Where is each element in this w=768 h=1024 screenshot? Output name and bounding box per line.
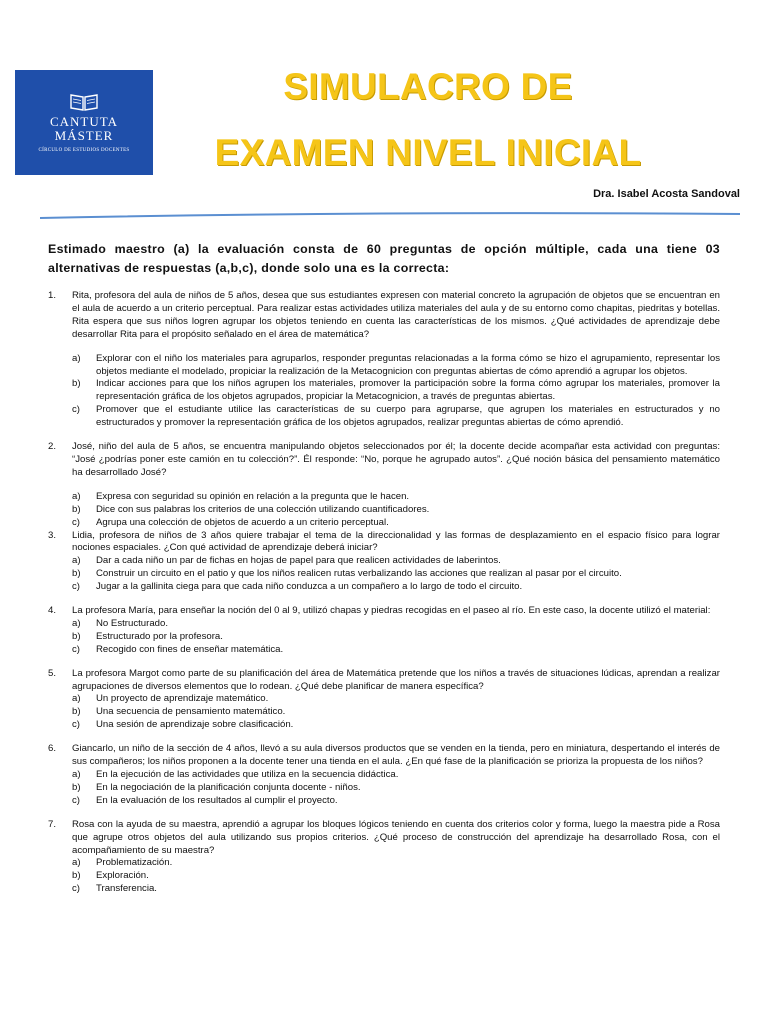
option: b) En la negociación de la planificación conjunta docente - niños. [72, 781, 361, 793]
question-number: 4. [48, 605, 57, 617]
question-5 [48, 668, 720, 733]
question-text: La profesora María, para enseñar la noción del 0 al 9, utilizó chapas y piedras recogidas en el paseo al río. En este caso, la docente utilizó el material: [72, 605, 711, 617]
option: a) En la ejecución de las actividades que utiliza en la secuencia didáctica. [72, 769, 399, 780]
option: b) Una secuencia de pensamiento matemático. [72, 706, 286, 718]
logo-line1: CANTUTA [49, 113, 119, 129]
questions [48, 290, 720, 896]
title-line2: EXAMEN NIVEL INICIAL [214, 132, 642, 173]
question-2 [48, 441, 720, 529]
logo-line3: CÍRCULO DE ESTUDIOS DOCENTES [38, 147, 130, 153]
option: a) Explorar con el niño los materiales para agruparlos, responder preguntas relacionadas a la forma cómo se hizo el agrupamiento, representar los objetos mediante el modelado, propiciar la realización de la Metacognicion con preguntas abiertas de cómo aprendió a agrupar los objetos. [72, 352, 720, 377]
logo-line2: MÁSTER [54, 127, 114, 143]
author: Dra. Isabel Acosta Sandoval [593, 188, 740, 200]
question-number: 6. [48, 743, 57, 755]
title-line1: SIMULACRO DE [283, 66, 573, 107]
option: c) Promover que el estudiante utilice las características de su cuerpo para agruparse, que agrupen los materiales en estructurados y no estructurados y promover la representación gráfica de los objetos agrupados, realizar preguntas abiertas de cómo aprendió. [72, 404, 720, 429]
question-number: 7. [48, 818, 57, 830]
question-text: Rosa con la ayuda de su maestra, aprendió a agrupar los bloques lógicos teniendo en cuenta dos criterios color y forma, luego la maestra pide a Rosa que agrupe otros objetos del aula utilizando sus propios criterios. ¿Qué proceso de construcción del aprendizaje ha desarrollado Rosa, con el acompañamiento de su maestra? [72, 818, 720, 856]
option: c) En la evaluación de los resultados al cumplir el proyecto. [72, 794, 338, 806]
question-4 [48, 605, 720, 657]
instructions: Estimado maestro (a) la evaluación consta de 60 preguntas de opción múltiple, cada una tiene 03 alternativas de respuestas (a,b,c), donde solo una es la correcta: [48, 242, 720, 275]
option: a) Problematización. [72, 857, 173, 869]
option: a) Dar a cada niño un par de fichas en hojas de papel para que realicen actividades de laberintos. [72, 555, 501, 567]
question-3 [48, 530, 720, 595]
option: a) No Estructurado. [72, 617, 168, 629]
question-text: Giancarlo, un niño de la sección de 4 años, llevó a su aula diversos productos que se venden en la tienda, pero en miniatura, despertando el interés de sus compañeros; los niños proponen a la docente tener una tienda en el aula. ¿En qué fase de la planificación se prioriza la propuesta de los niños? [72, 743, 720, 768]
option: a) Un proyecto de aprendizaje matemático. [72, 693, 269, 705]
option: b) Estructurado por la profesora. [72, 630, 223, 642]
option: c) Transferencia. [72, 883, 157, 895]
option: b) Dice con sus palabras los criterios de una colección utilizando cuantificadores. [72, 503, 430, 515]
question-7 [48, 819, 720, 896]
question-number: 2. [48, 441, 57, 453]
option: a) Expresa con seguridad su opinión en relación a la pregunta que le hacen. [72, 490, 410, 502]
question-number: 5. [48, 667, 57, 679]
question-text: José, niño del aula de 5 años, se encuentra manipulando objetos seleccionados por él; la docente decide acompañar esta actividad con preguntas: “José ¿podrías poner este camión en tu colección?”. Él responde: “No, porque he agrupado autos”. ¿Qué noción básica del pensamiento matemático ha desarrollado José? [72, 441, 720, 478]
option: c) Agrupa una colección de objetos de acuerdo a un criterio perceptual. [72, 516, 389, 528]
question-number: 3. [48, 529, 57, 541]
question-text: La profesora Margot como parte de su planificación del área de Matemática pretende que los niños a través de situaciones lúdicas, aprendan a realizar agrupaciones de diversos elementos que lo rodean. ¿Qué debe planificar de manera específica? [72, 667, 720, 692]
option: b) Construir un circuito en el patio y que los niños realicen rutas verbalizando las acciones que realizan al pasar por el circuito. [72, 568, 622, 580]
option: b) Indicar acciones para que los niños agrupen los materiales, promover la participación sobre la forma cómo agrupar los materiales, promover la representación gráfica de los objetos agrupados, propiciar la Metacognicion, a través de preguntas abiertas. [72, 378, 720, 403]
question-number: 1. [48, 290, 57, 301]
question-text: Rita, profesora del aula de niños de 5 años, desea que sus estudiantes expresen con material concreto la agrupación de objetos que se encuentran en el aula de acuerdo a un criterio perceptual. Para realizar estas actividades utiliza materiales del aula y de su entorno como chapitas, piedritas y botellas. Rita espera que sus niños logren agrupar los objetos teniendo en cuenta las características de los mismos. ¿Qué actividades de aprendizaje debe desarrollar Rita para el propósito señalado en el área de matemática? [72, 290, 720, 340]
option: c) Una sesión de aprendizaje sobre clasificación. [72, 719, 294, 731]
question-1 [48, 290, 720, 430]
option: c) Recogido con fines de enseñar matemática. [72, 643, 284, 655]
option: b) Exploración. [72, 870, 149, 882]
book-icon [69, 93, 99, 111]
header-divider [40, 212, 740, 220]
option: c) Jugar a la gallinita ciega para que cada niño conduzca a un compañero a lo largo de todo el circuito. [72, 581, 523, 593]
question-6 [48, 743, 720, 808]
logo [15, 70, 153, 175]
question-text: Lidia, profesora de niños de 3 años quiere trabajar el tema de la direccionalidad y las formas de desplazamiento en el espacio físico para lograr nociones espaciales. ¿Con qué actividad de aprendizaje deberá iniciar? [72, 529, 720, 554]
